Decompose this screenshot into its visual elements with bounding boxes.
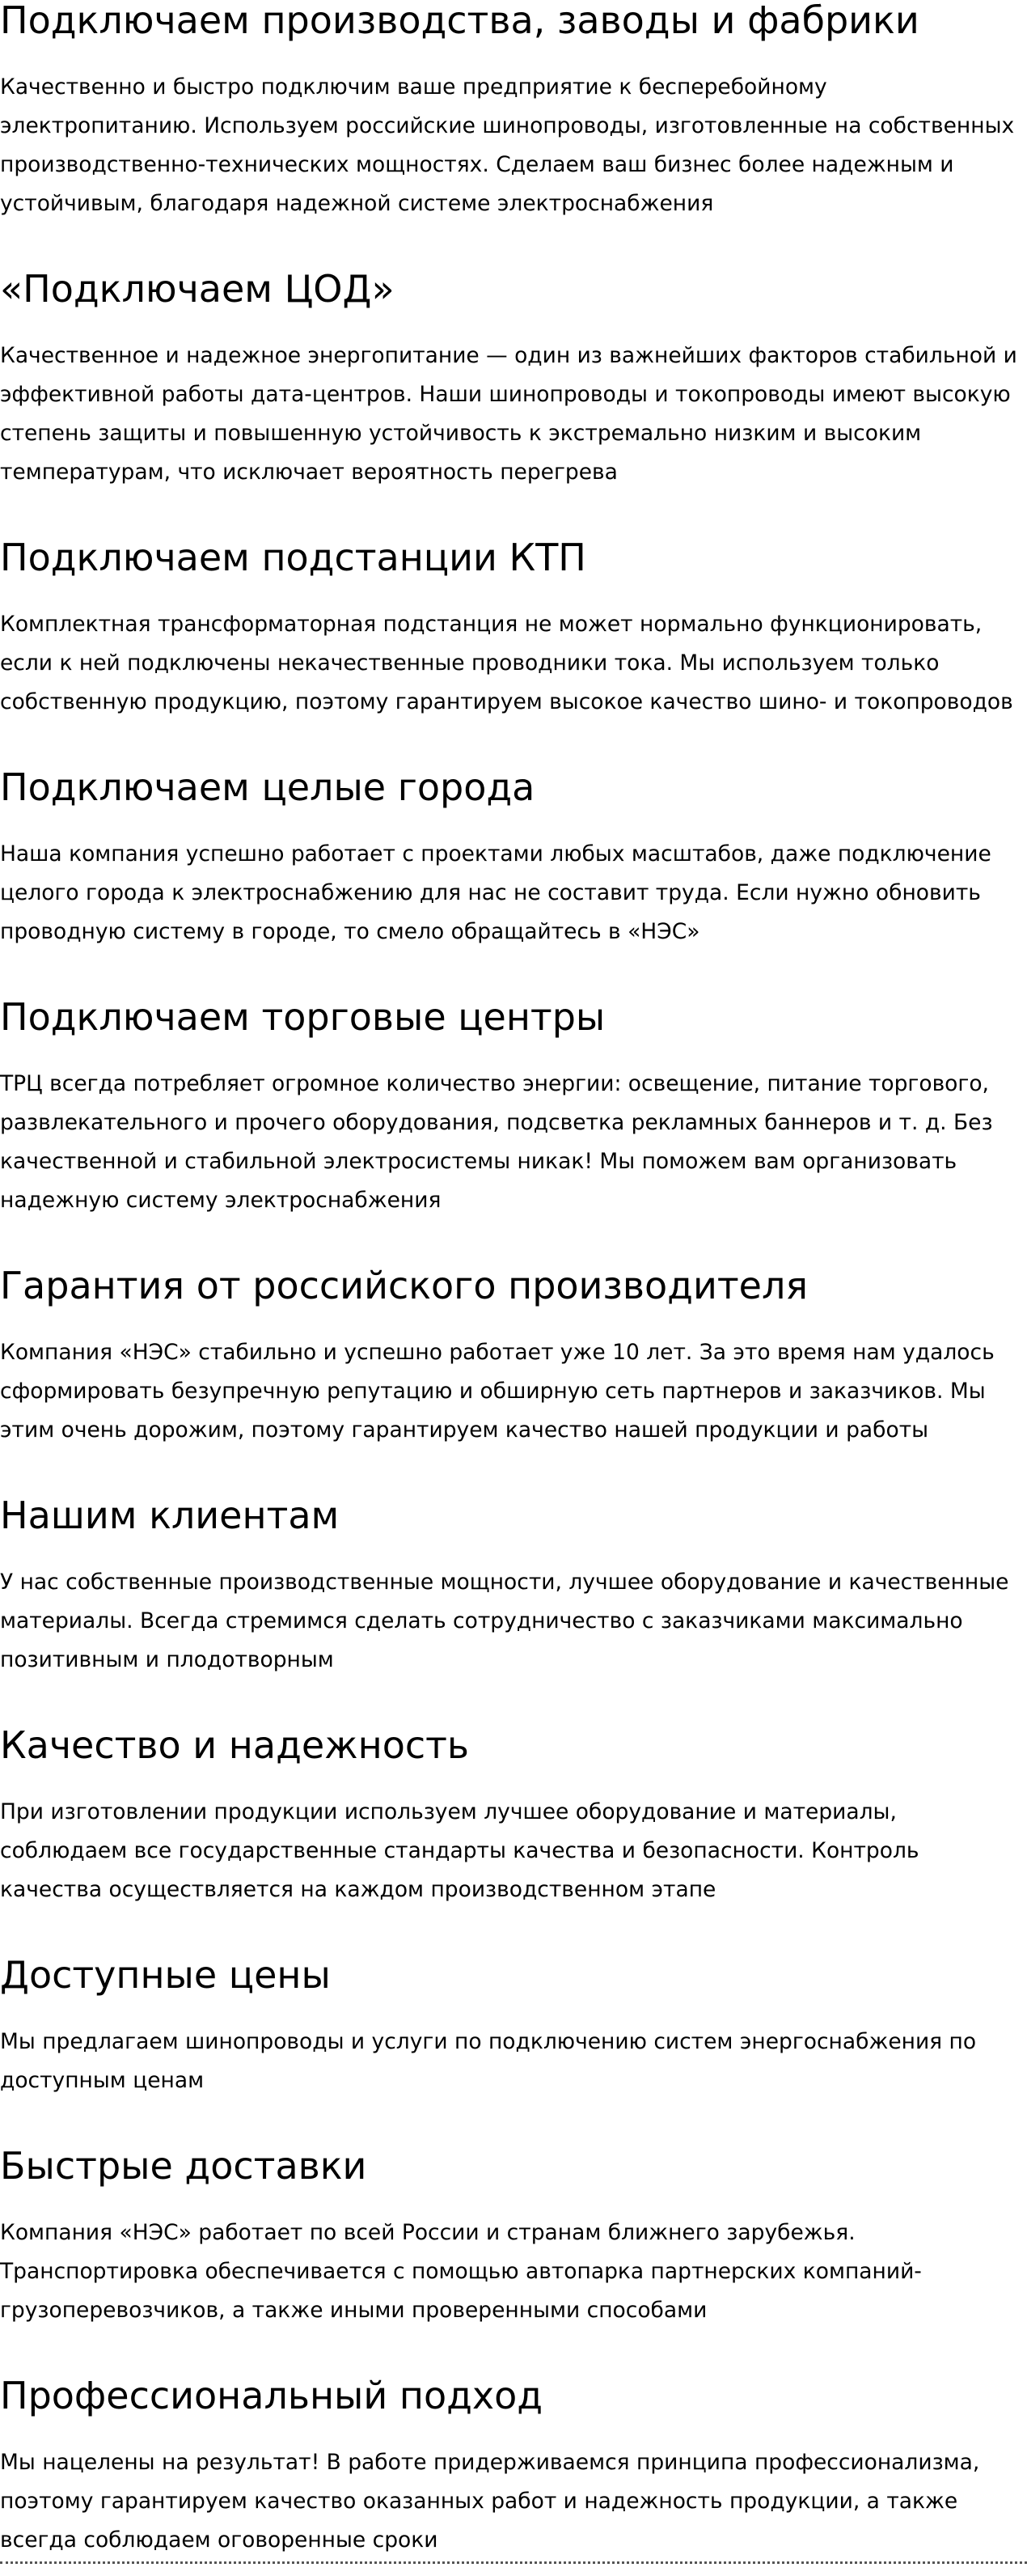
section-spacer	[0, 2100, 1027, 2146]
section-spacer	[0, 492, 1027, 537]
section-professional	[0, 2375, 1027, 2560]
section-title: Гарантия от российского производителя	[0, 1264, 809, 1307]
section-prices	[0, 1955, 1027, 2100]
section-cities	[0, 767, 1027, 951]
section-title: Профессиональный подход	[0, 2374, 543, 2417]
section-text: Компания «НЭС» стабильно и успешно работает уже 10 лет. За это время нам удалось сформировать безупречную репутацию и обширную сеть партнеров и заказчиков. Мы этим очень дорожим, поэтому гарантируем качество нашей продукции и работы	[0, 1340, 995, 1443]
section-spacer	[0, 1450, 1027, 1495]
section-text: Качественное и надежное энергопитание — один из важнейших факторов стабильной и эффективной работы дата-центров. Наши шинопроводы и токопроводы имеют высокую степень защиты и повышенную устойчивость к экстремально низким и высоким температурам, что исключает вероятность перегрева	[0, 343, 1017, 485]
section-text: При изготовлении продукции используем лучшее оборудование и материалы, соблюдаем все государственные стандарты качества и безопасности. Контроль качества осуществляется на каждом производственном этапе	[0, 1799, 919, 1902]
section-clients	[0, 1495, 1027, 1680]
section-title: Подключаем производства, заводы и фабрики	[0, 0, 919, 42]
section-title: Качество и надежность	[0, 1723, 470, 1767]
section-spacer	[0, 1220, 1027, 1265]
section-title: «Подключаем ЦОД»	[0, 267, 395, 311]
section-text: Мы предлагаем шинопроводы и услуги по подключению систем энергоснабжения по доступным ценам	[0, 2029, 977, 2093]
section-title: Нашим клиентам	[0, 1493, 340, 1537]
section-spacer	[0, 1680, 1027, 1725]
section-text: У нас собственные производственные мощности, лучшее оборудование и качественные материалы. Всегда стремимся сделать сотрудничество с заказчиками максимально позитивным и плодотворным	[0, 1570, 1009, 1672]
section-spacer	[0, 951, 1027, 997]
section-text: ТРЦ всегда потребляет огромное количество энергии: освещение, питание торгового, развлекательного и прочего оборудования, подсветка рекламных баннеров и т. д. Без качественной и стабильной электросистемы никак! Мы поможем вам организовать надежную систему электроснабжения	[0, 1071, 993, 1213]
section-delivery	[0, 2146, 1027, 2330]
section-spacer	[0, 722, 1027, 767]
section-malls	[0, 997, 1027, 1220]
section-text: Комплектная трансформаторная подстанция не может нормально функционировать, если к ней подключены некачественные проводники тока. Мы используем только собственную продукцию, поэтому гарантируем высокое качество шино- и токопроводов	[0, 612, 1013, 714]
section-spacer	[0, 2330, 1027, 2375]
section-text: Качественно и быстро подключим ваше предприятие к бесперебойному электропитанию. Используем российские шинопроводы, изготовленные на собственных производственно-технических мощностях. Сделаем ваш бизнес более надежным и устойчивым, благодаря надежной системе электроснабжения	[0, 74, 1015, 216]
section-text: Мы нацелены на результат! В работе придерживаемся принципа профессионализма, поэтому гарантируем качество оказанных работ и надежность продукции, а также всегда соблюдаем оговоренные сроки	[0, 2450, 980, 2553]
section-guarantee	[0, 1265, 1027, 1450]
section-text: Компания «НЭС» работает по всей России и странам ближнего зарубежья. Транспортировка обеспечивается с помощью автопарка партнерских компаний-грузоперевозчиков, а также иными проверенными способами	[0, 2220, 922, 2323]
section-spacer	[0, 1909, 1027, 1955]
dotted-divider	[0, 2561, 1027, 2564]
section-title: Доступные цены	[0, 1953, 331, 1997]
section-data-centers	[0, 269, 1027, 492]
section-title: Подключаем торговые центры	[0, 995, 606, 1039]
section-title: Быстрые доставки	[0, 2144, 367, 2188]
section-substations	[0, 537, 1027, 722]
section-title: Подключаем подстанции КТП	[0, 536, 586, 579]
section-quality	[0, 1725, 1027, 1909]
section-text: Наша компания успешно работает с проектами любых масштабов, даже подключение целого города к электроснабжению для нас не составит труда. Если нужно обновить проводную систему в городе, то смело обращайтесь в «НЭС»	[0, 841, 991, 944]
section-production	[0, 0, 1027, 223]
section-title: Подключаем целые города	[0, 765, 535, 809]
section-spacer	[0, 223, 1027, 269]
